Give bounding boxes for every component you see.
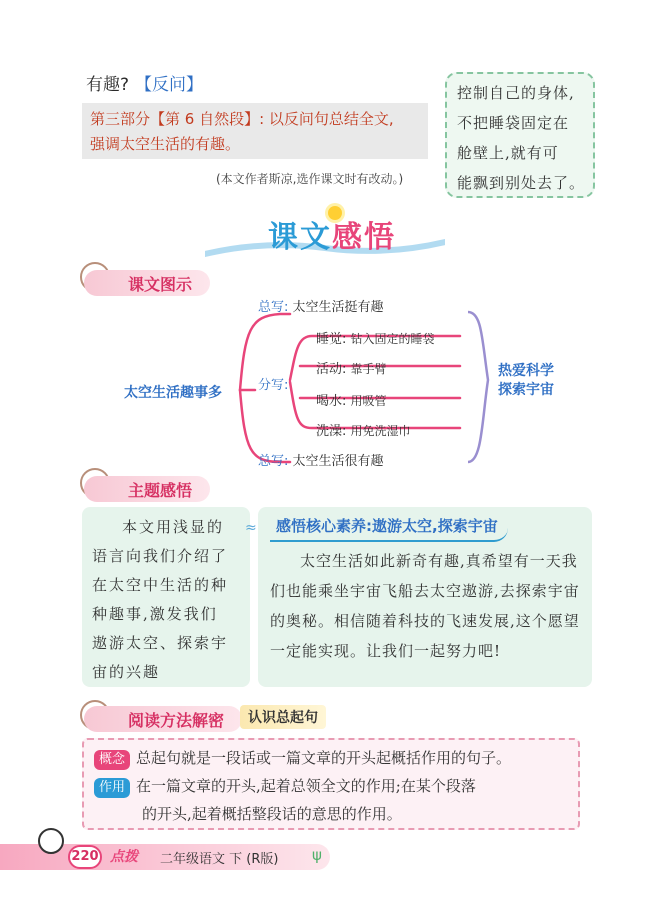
theme-heading: 主题感悟 (84, 476, 210, 502)
concept-text: 总起句就是一段话或一篇文章的开头起概括作用的句子。 (136, 749, 512, 767)
theme-line: 在太空中生活的种 (92, 576, 229, 594)
conclusion-line-1: 热爱科学 (498, 363, 554, 379)
footer-book-title: 二年级语文 下 (R版) (160, 852, 279, 867)
detail-item-label: 洗澡: (316, 424, 347, 439)
detail-item-text: 钻入固定的睡袋 (350, 332, 435, 346)
function-badge: 作用 (94, 778, 130, 798)
top-lead: 有趣? (86, 75, 130, 95)
concept-badge: 概念 (94, 750, 130, 770)
side-note-line: 不把睡袋固定在 (457, 114, 570, 132)
detail-item-label: 喝水: (316, 394, 347, 409)
theme-line: 遨游太空、探索宇 (92, 634, 229, 652)
method-function (94, 772, 568, 800)
section-title-a: 课文 (268, 220, 332, 255)
source-note: (本文作者斯凉,选作课文时有改动。) (216, 172, 404, 186)
cactus-icon: ψ (312, 846, 322, 864)
conclusion-line-2: 探索宇宙 (498, 382, 554, 398)
detail-item-bath (316, 420, 411, 439)
overview-top (258, 296, 384, 315)
detail-item-text: 用吸管 (350, 394, 387, 408)
detail-label: 分写: (258, 378, 289, 393)
detail-item-label: 睡觉: (316, 332, 347, 347)
part-line-2: 强调太空生活的有趣。 (90, 135, 241, 153)
wave-icon: ≈ (245, 520, 257, 536)
theme-core-box (258, 507, 592, 687)
detail-item-text: 用免洗湿巾 (350, 424, 411, 438)
theme-line: 宙的兴趣 (92, 663, 161, 681)
detail-item-label: 活动: (316, 362, 347, 377)
method-box (82, 738, 580, 830)
detail-item-move (316, 358, 387, 377)
overview-top-label: 总写: (258, 300, 289, 315)
diagram-center: 太空生活趣事多 (124, 385, 222, 401)
core-literacy-value: 遨游太空,探索宇宙 (372, 517, 498, 535)
core-literacy-heading (270, 513, 508, 542)
rhetoric-tag: 【反问】 (135, 75, 204, 95)
part-line-1: 第三部分【第 6 自然段】: 以反问句总结全文, (90, 110, 394, 128)
diagram-heading: 课文图示 (84, 270, 210, 296)
footer-brand: 点拨 (110, 849, 138, 865)
method-heading: 阅读方法解密 (84, 706, 242, 732)
overview-bottom-label: 总写: (258, 454, 289, 469)
method-concept (94, 744, 568, 772)
core-literacy-label: 感悟核心素养: (276, 517, 372, 535)
theme-summary (82, 507, 250, 687)
function-text-1: 在一篇文章的开头,起着总领全文的作用;在某个段落 (136, 777, 476, 795)
function-text-2: 的开头,起着概括整段话的意思的作用。 (142, 805, 402, 823)
overview-top-text: 太空生活挺有趣 (292, 300, 384, 315)
method-subheading: 认识总起句 (240, 705, 326, 729)
theme-line: 种趣事,激发我们 (92, 605, 218, 623)
panda-icon (38, 828, 64, 854)
theme-line: 本文用浅显的 (122, 518, 225, 536)
section-title-b: 感悟 (332, 220, 396, 255)
overview-bottom-text: 太空生活很有趣 (292, 454, 384, 469)
diagram-conclusion (498, 362, 554, 400)
side-note-line: 控制自己的身体, (457, 84, 575, 102)
side-note-line: 舱壁上,就有可 (457, 144, 559, 162)
side-note-line: 能飘到别处去了。 (457, 174, 586, 192)
theme-line: 语言向我们介绍了 (92, 547, 229, 565)
page-number: 220 (68, 845, 102, 869)
overview-bottom (258, 450, 384, 469)
core-literacy-body: 太空生活如此新奇有趣,真希望有一天我们也能乘坐宇宙飞船去太空遨游,去探索宇宙的奥秘。相信随着科技的飞速发展,这个愿望一定能实现。让我们一起努力吧! (270, 552, 580, 660)
detail-item-drink (316, 390, 387, 409)
detail-item-sleep (316, 328, 435, 347)
detail-item-text: 靠手臂 (350, 362, 387, 376)
